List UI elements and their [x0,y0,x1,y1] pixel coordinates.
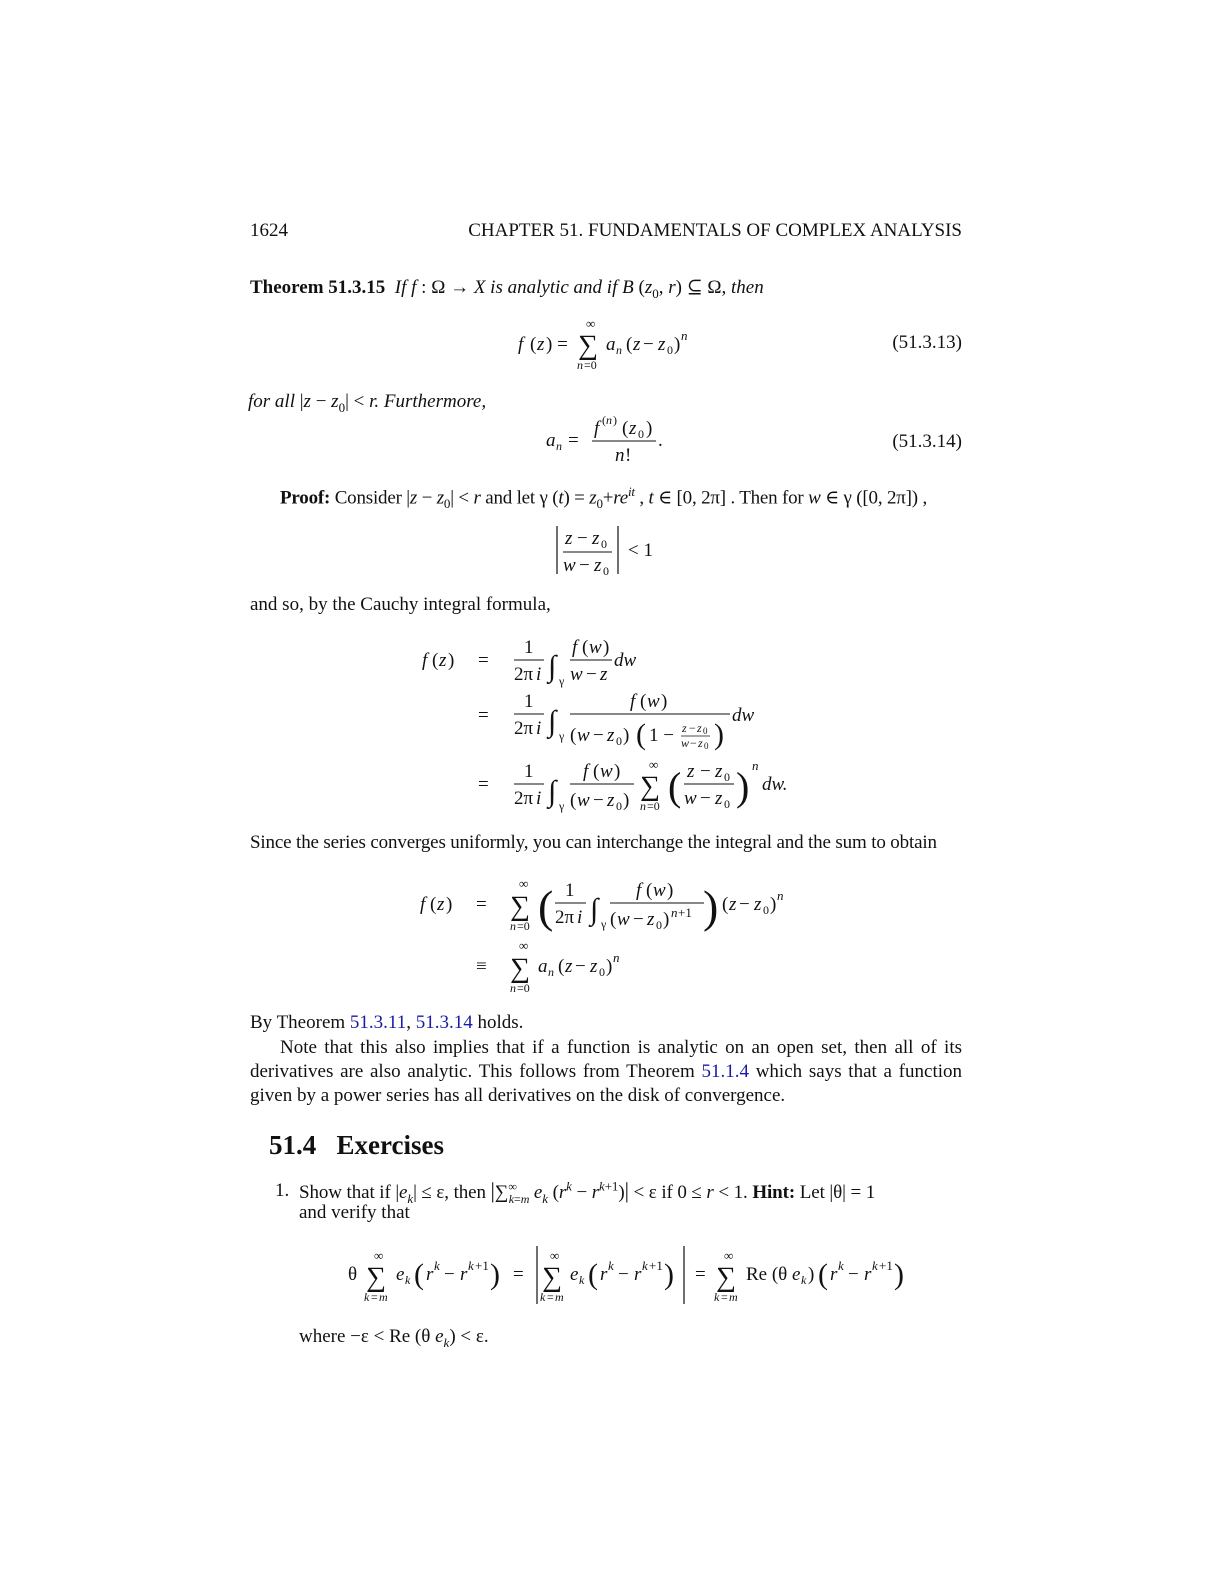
exercise-number: 1. [275,1180,290,1201]
svg-text:=: = [478,705,489,726]
svg-text:∞: ∞ [519,938,529,953]
svg-text:=0: =0 [647,799,660,813]
svg-text:−: − [848,1264,859,1285]
svg-text:): ) [448,650,455,671]
svg-text:f: f [630,691,636,712]
proof-conclusion: By Theorem 51.3.11, 51.3.14 holds. [250,1012,524,1033]
svg-text:−: − [593,790,604,811]
svg-text:z: z [647,909,655,930]
section-heading [269,1130,444,1161]
svg-text:): ) [667,880,674,901]
svg-text:n: n [640,799,646,813]
svg-text:k: k [364,1290,370,1304]
svg-text:k: k [540,1290,546,1304]
equation-51-3-13 [500,312,740,378]
svg-text:0: 0 [724,797,730,811]
svg-text:0: 0 [638,427,644,441]
svg-text:(: ( [430,894,437,915]
svg-text:z: z [697,721,702,735]
svg-text:−: − [690,736,697,750]
exercise-where: where −ε < Re (θ $e_k) < \varepsilon$. [299,1326,489,1350]
svg-text:e: e [396,1264,405,1285]
svg-text:−: − [575,956,586,977]
svg-text:i: i [536,788,542,809]
svg-text:f: f [594,418,600,439]
svg-text:∑: ∑ [366,1262,386,1293]
svg-text:=: = [371,1290,378,1304]
svg-text:w: w [577,790,590,811]
ref-theorem-51-3-11[interactable]: 51.3.11 [349,1012,407,1033]
svg-text:): ) [623,790,630,811]
svg-text:∑: ∑ [510,953,530,984]
svg-text:1: 1 [565,880,575,901]
svg-text:0: 0 [656,918,662,932]
svg-text:f: f [636,880,642,901]
svg-text:w: w [600,761,613,782]
svg-text:a: a [606,334,616,355]
svg-text:n: n [777,888,784,903]
svg-text:n: n [752,758,759,773]
svg-text:∑: ∑ [578,330,598,361]
svg-text:z: z [698,736,703,750]
svg-text:(: ( [640,691,647,712]
svg-text:θ: θ [348,1264,358,1285]
svg-text:w: w [570,664,583,685]
svg-text:1: 1 [524,637,534,658]
svg-text:k: k [579,1273,585,1287]
svg-text:z: z [633,334,641,355]
svg-text:∫: ∫ [548,650,557,683]
svg-text:(: ( [622,418,629,439]
svg-text:n: n [548,965,554,979]
svg-text:∞: ∞ [374,1248,384,1263]
svg-text:(: ( [646,880,653,901]
svg-text:=: = [547,1290,554,1304]
svg-text:2π: 2π [514,664,534,685]
proof-statement: Proof: Consider $|z - z_0| < r$ and let γ $(t) = z_0+re^{it}$ , t ∈ [0, 2π] . Then for w ∈ γ ([0, 2π]) , [280,484,928,512]
svg-text:): ) [808,1264,815,1285]
svg-text:n: n [606,413,612,427]
svg-text:z: z [682,721,687,735]
svg-text:∞: ∞ [724,1248,734,1263]
svg-text:∞: ∞ [550,1248,560,1263]
svg-text:2π: 2π [514,718,534,739]
svg-text:0: 0 [599,965,605,979]
svg-text:=: = [513,1264,524,1285]
svg-text:k: k [468,1258,474,1273]
svg-text:f: f [572,637,578,658]
svg-text:r: r [600,1264,608,1285]
svg-text:f: f [422,650,428,671]
svg-text:z: z [565,956,573,977]
svg-text:): ) [490,1258,500,1291]
svg-text:i: i [536,664,542,685]
svg-text:0: 0 [704,741,709,751]
svg-text:n: n [671,905,678,920]
svg-text:0: 0 [667,343,673,357]
svg-text:γ: γ [559,674,565,688]
svg-text:+1: +1 [678,905,692,920]
svg-text:−: − [700,761,711,782]
svg-text:−: − [689,721,696,735]
note-paragraph: Note that this also implies that if a function is analytic on an open set, then all of its derivatives are also analytic. This follows from Theorem 51.1.4 which says that a function given by a power series has all derivatives on the disk of convergence. [250,1037,963,1106]
ratio-inequality [552,522,672,580]
svg-text:): ) [614,761,621,782]
svg-text:.: . [658,430,663,451]
svg-text:2π: 2π [555,907,575,928]
svg-text:k: k [838,1258,844,1273]
svg-text:−: − [444,1264,455,1285]
svg-text:w: w [684,788,697,809]
svg-text:r: r [830,1264,838,1285]
svg-text:∫: ∫ [590,893,599,926]
svg-text:dw.: dw. [762,774,788,795]
svg-text:0: 0 [703,726,708,736]
svg-text:(: ( [668,764,682,809]
svg-text:=: = [721,1290,728,1304]
svg-text:2π: 2π [514,788,534,809]
svg-text:): ) [714,718,724,751]
svg-text:e: e [570,1264,579,1285]
svg-text:) =: ) = [546,334,568,355]
svg-text:f: f [518,334,524,355]
svg-text:∑: ∑ [716,1262,736,1293]
svg-text:n: n [510,919,516,933]
svg-text:e: e [792,1264,801,1285]
svg-text:γ: γ [559,799,565,813]
svg-text:k: k [434,1258,440,1273]
svg-text:z: z [715,761,723,782]
ref-theorem-51-1-4[interactable]: 51.1.4 [701,1061,749,1082]
theorem-label: Theorem 51.3.15 [250,277,386,298]
svg-text:z: z [607,790,615,811]
svg-text:+1: +1 [649,1258,663,1273]
svg-text:!: ! [625,445,632,466]
svg-text:n: n [681,328,688,343]
svg-text:k: k [872,1258,878,1273]
svg-text:k: k [801,1273,807,1287]
svg-text:): ) [646,418,653,439]
svg-text:n: n [556,439,562,453]
svg-text:1: 1 [524,761,534,782]
svg-text:w: w [563,555,576,576]
svg-text:(: ( [593,761,600,782]
svg-text:=0: =0 [584,358,597,372]
svg-text:m: m [555,1290,564,1304]
svg-text:): ) [664,1258,674,1291]
svg-text:f: f [420,894,426,915]
svg-text:): ) [894,1258,904,1291]
svg-text:m: m [729,1290,738,1304]
svg-text:∑: ∑ [640,771,660,802]
svg-text:∑: ∑ [510,891,530,922]
svg-text:i: i [536,718,542,739]
svg-text:n: n [510,981,516,995]
svg-text:1 −: 1 − [649,725,674,746]
svg-text:z: z [687,761,695,782]
svg-text:w: w [589,637,602,658]
svg-text:(: ( [582,637,589,658]
svg-text:z: z [594,555,602,576]
svg-text:): ) [446,894,453,915]
svg-text:f: f [583,761,589,782]
svg-text:): ) [603,637,610,658]
svg-text:+1: +1 [879,1258,893,1273]
svg-text:z: z [607,725,615,746]
svg-text:Re (θ: Re (θ [746,1264,788,1285]
svg-text:−: − [739,894,750,915]
svg-text:0: 0 [724,770,730,784]
svg-text:w: w [647,691,660,712]
svg-text:): ) [613,413,617,427]
svg-text:∞: ∞ [649,757,659,772]
svg-text:−: − [593,725,604,746]
svg-text:): ) [736,764,750,809]
svg-text:z: z [629,418,637,439]
svg-text:(: ( [570,790,577,811]
equation-number-51-3-13: (51.3.13) [892,332,962,353]
svg-text:w: w [681,736,690,750]
svg-text:=: = [476,894,487,915]
hint-label: Hint: [752,1182,796,1203]
svg-text:dw: dw [732,705,755,726]
svg-text:z: z [437,894,445,915]
svg-text:0: 0 [603,564,609,578]
svg-text:): ) [606,956,613,977]
svg-text:∞: ∞ [586,316,596,331]
svg-text:0: 0 [601,537,607,551]
equation-51-3-14 [540,412,680,470]
svg-text:i: i [577,907,583,928]
svg-text:−: − [577,528,588,549]
svg-text:(: ( [602,413,606,427]
svg-text:a: a [546,430,556,451]
svg-text:): ) [674,334,681,355]
svg-text:∫: ∫ [548,705,557,738]
svg-text:z: z [729,894,737,915]
equation-number-51-3-14: (51.3.14) [892,431,962,452]
svg-text:(: ( [570,725,577,746]
svg-text:n: n [577,358,583,372]
svg-text:=: = [568,430,579,451]
cauchy-derivation [410,628,810,818]
svg-text:(: ( [538,881,554,932]
svg-text:w: w [653,880,666,901]
svg-text:(: ( [530,334,537,355]
svg-text:−: − [700,788,711,809]
exercise-statement: Show that if $|e_k| \le \varepsilon$, then $|\sum^\infty_{k=m}$ $e_k$ $(r^k - r^{k+1})| < \varepsilon$ if 0 ≤ r < 1. Hint: Let |θ| = 1 [299,1178,876,1206]
svg-text:dw: dw [614,650,637,671]
svg-text:(: ( [818,1258,828,1291]
svg-text:−: − [633,909,644,930]
svg-text:k: k [642,1258,648,1273]
svg-text:z: z [658,334,666,355]
cauchy-text: and so, by the Cauchy integral formula, [250,594,551,615]
svg-text:=: = [695,1264,706,1285]
running-title: CHAPTER 51. FUNDAMENTALS OF COMPLEX ANALYSIS [468,220,962,241]
svg-text:z: z [592,528,600,549]
svg-text:r: r [864,1264,872,1285]
svg-text:z: z [715,788,723,809]
svg-text:< 1: < 1 [628,540,653,561]
svg-text:z: z [439,650,447,671]
svg-text:(: ( [610,909,617,930]
svg-text:γ: γ [601,917,607,931]
svg-text:r: r [426,1264,434,1285]
svg-text:z: z [565,528,573,549]
series-text: Since the series converges uniformly, you can interchange the integral and the sum to obtain [250,832,937,853]
svg-text:z: z [537,334,545,355]
svg-text:0: 0 [763,903,769,917]
svg-text:(: ( [722,894,729,915]
svg-text:≡: ≡ [476,956,487,977]
ref-theorem-51-3-14[interactable]: 51.3.14 [415,1012,473,1033]
svg-text:=0: =0 [517,919,530,933]
svg-text:): ) [623,725,630,746]
exercise-verify: and verify that [299,1202,410,1223]
svg-text:(: ( [588,1258,598,1291]
svg-text:∞: ∞ [519,876,529,891]
svg-text:w: w [617,909,630,930]
section-title: Exercises [336,1130,444,1160]
svg-text:r: r [634,1264,642,1285]
svg-text:−: − [579,555,590,576]
svg-text:(: ( [432,650,439,671]
theorem-statement: Theorem 51.3.15 If f : Ω → X is analytic and if B ($z_0$, r) ⊆ Ω, then [250,277,764,301]
svg-text:=: = [478,774,489,795]
svg-text:k: k [608,1258,614,1273]
svg-text:∑: ∑ [542,1262,562,1293]
svg-text:(: ( [636,718,646,751]
svg-text:1: 1 [524,691,534,712]
svg-text:−: − [643,334,654,355]
svg-text:n: n [616,343,622,357]
section-number: 51.4 [269,1130,317,1160]
svg-text:): ) [663,909,670,930]
svg-text:w: w [577,725,590,746]
svg-text:k: k [714,1290,720,1304]
svg-text:(: ( [414,1258,424,1291]
svg-text:): ) [703,881,719,932]
svg-text:r: r [460,1264,468,1285]
svg-text:n: n [613,950,620,965]
svg-text:a: a [538,956,548,977]
svg-text:=0: =0 [517,981,530,995]
svg-text:): ) [770,894,777,915]
svg-text:): ) [661,691,668,712]
svg-text:m: m [379,1290,388,1304]
page-number: 1624 [250,220,288,241]
svg-text:=: = [478,650,489,671]
svg-text:(: ( [558,956,565,977]
svg-text:0: 0 [616,799,622,813]
svg-text:z: z [754,894,762,915]
exercise-equation [340,1240,940,1310]
svg-text:−: − [586,664,597,685]
svg-text:n: n [615,445,625,466]
svg-text:γ: γ [559,729,565,743]
svg-text:(: ( [626,334,633,355]
svg-text:+1: +1 [475,1258,489,1273]
svg-text:z: z [590,956,598,977]
proof-label: Proof: [280,487,331,509]
svg-text:k: k [405,1273,411,1287]
svg-text:z: z [600,664,608,685]
svg-text:−: − [618,1264,629,1285]
theorem-continuation: for all $|z - z_0| < r$. Furthermore, [248,391,487,415]
svg-text:0: 0 [616,734,622,748]
svg-text:∫: ∫ [548,775,557,808]
series-interchange [410,866,810,996]
